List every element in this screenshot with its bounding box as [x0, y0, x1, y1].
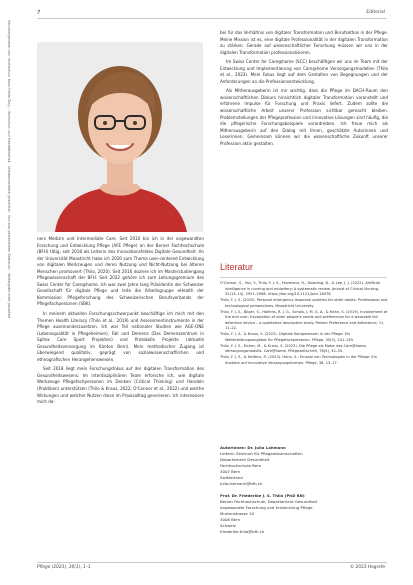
- author-email: friederike.thilo@bfh.ch: [220, 529, 265, 534]
- journal-citation: Pflege (2023), 36(1), 1–1: [37, 565, 91, 570]
- download-watermark-text: Heruntergeladen von: Hochschule Bonn-Rhein-Sieg – Hochschul- und Kreisbibliothek · Urheberrechtlich geschützt · Nur zum persönlichen Gebrauch · Weitergabe nicht gestattet: [7, 20, 11, 319]
- body-paragraph: bei für das Verhältnis von digitaler Transformation und Berufsethos in der Pflege. Meine Mission ist es, eine digitale Professionalität in der digitalen Transformation zu stärken. Gerade auf wissenschaftlicher Forschung müssen wir uns in der digitalen Transformation professionalisieren.: [220, 30, 388, 55]
- reference-item: Thilo, F. J. S. (2020). Personal emergency response systems for older adults: Professional and technological perspectives. Maastricht University.: [220, 298, 388, 308]
- right-text-column: [220, 30, 388, 150]
- author-line: 3007 Bern: [220, 469, 241, 474]
- author-line: Schweiz: [220, 523, 236, 528]
- author-line: 3008 Bern: [220, 517, 241, 522]
- author-line: Leiterin Zentrum für Pflegewissenschaften: [220, 451, 303, 456]
- author-email: julia.lahmann@bfh.ch: [220, 481, 263, 486]
- author-line: Switzerland: [220, 475, 243, 480]
- portrait-illustration: [37, 42, 203, 232]
- author-contact-block: [220, 445, 388, 535]
- author-line: Murtenstrasse 10: [220, 511, 254, 516]
- body-paragraph: In meinem aktuellen Forschungsschwerpunkt beschäftige ich mich mit den Themen Health Literacy (Thilo et al., 2019) und Assessmentinstrumente in der Pflege auseinanderzusetzen. Ich war Teil nationaler Studien wie AGE-ONE (Lebensqualität in Pflegeheimen), Fall und Demenz (Das Demenzzentrum in Spitex Care Sport Projekten) und Protokolle Projekte (aktuelle Gesundheitsversorgung im Kanton Bern). Mein methodischer Zugang ist überwiegend qualitativ, geprägt von sozialwissenschaftlichen und ethnografischen Herangehensweisen.: [37, 311, 204, 362]
- body-paragraph: Im Swiss Center for Care@home (SCC) beschäftigen wir uns im Team mit der Entwicklung und Implementierung von Care@home Versorgungsmodellen (Thilo et al., 2023). Mein Fokus liegt auf dem Gestalten von Begegnungen und der Anforderungen an die Professionsentwicklung.: [220, 59, 388, 84]
- author-line: Berner Fachhochschule, Departement Gesundheit: [220, 499, 318, 504]
- literature-heading: Literatur: [220, 262, 254, 272]
- reference-item: Thilo, F. J. S., & Halfens, R. (2023). Hahn, S.: Einsatz von Technologien in der Pflege: Ein Ausblick auf innovative Versorgungsformen. Pflege, 36, 13–17.: [220, 355, 377, 365]
- reference-item: O'Connor, S., Yan, Y., Thilo, F. J. S., Felzmann, H., Dowding, D., & Lee, J. J. (2022). Artificial intelligence in nursing and midwifery: A systematic review. Journal of Clinical Nursing, 32(13–14), 2951–2968. https://doi.org/10.1111/jocn.16478: [220, 281, 380, 296]
- author-portrait-photo: [37, 42, 203, 232]
- literature-divider: [220, 277, 387, 278]
- author-line: Departement Gesundheit: [220, 457, 270, 462]
- author-line: Angewandte Forschung und Entwicklung Pflege: [220, 505, 313, 510]
- reference-list: [220, 281, 388, 367]
- download-watermark-strip: [3, 20, 11, 580]
- copyright-notice: © 2023 Hogrefe: [349, 565, 385, 570]
- author-name: Autorinnen: Dr. Julia Lahmann: [220, 445, 286, 450]
- author-line: Fachhochschule Bern: [220, 463, 262, 468]
- reference-item: Thilo, F. J. S., & Kraus, S. (2022). Digitale Kompetenzen in der Pflege. Ein Weiterbildungsangebot für Pflegefachpersonen. Pflege, 35(3), 141–149.: [220, 332, 355, 342]
- left-text-column: [37, 236, 204, 409]
- body-paragraph: Seit 2018 liegt mein Forschungsfokus auf der digitalen Transformation des Gesundheitswesens. Im interdisziplinären Team erforsche ich, wie digitale Werkzeuge Pflegefachpersonen im Denken (Critical Thinking) und Handeln (Praktiken) unterstützen (Thilo & Kraus, 2022; O'Connor et al., 2022) und welche Wirkungen und welcher Nutzen diese im Praxisalltag generieren. Ich interessiere mich da-: [37, 366, 204, 405]
- body-paragraph: ners Medizin und Intermediate Care. Seit 2010 bin ich in der angewandten Forschung und Entwicklung Pflege (AFE Pflege) an der Berner Fachhochschule (BFH) tätig, seit 2018 als Leiterin des Innovationsfeldes Digitale Gesundheit. An der Universität Maastricht habe ich 2020 zum Thema user-centered Entwicklung von digitalen Werkzeugen und deren Nutzung und Nicht-Nutzung bei älteren Menschen promoviert (Thilo, 2020). Seit 2016 doziere ich im Masterstudiengang Pflegewissenschaft der BFH. Seit 2022 gehöre ich zum Leitungsgremium des Swiss Center for Care@home. Ich war zwei Jahre lang Präsidentin der Schweizer Gesellschaft für digitale Pflege und leite die Arbeitsgruppe eHealth der Kommission Pflegeforschung des Schweizerischen Berufsverbands der Pflegefachpersonen (SBK).: [37, 236, 204, 307]
- footer-divider: [37, 562, 387, 563]
- body-paragraph: Als Mitherausgeberin ist mir wichtig, dass die Pflege im DACH-Raum den wissenschaftlichen Diskurs hinsichtlich digitaler Transformation voranstellt und erfahrene Impulse für Forschung und Praxis liefert. Zudem sollte die wissenschaftliche Arbeit unserer Profession sichtbar gemacht bleiben. Problemstellungen der Pflegeprofession und innovative Lösungen sind häufig, die die pflegerische Forschungsbeispiele vorantreiben. Ich freue mich als Mitherausgeberin auf den Dialog mit Ihnen, geschätzte Autorinnen und Leserinnen. Gemeinsam können wir die wissenschaftliche Zukunft unserer Profession aktiv gestalten.: [220, 88, 388, 146]
- reference-item: Thilo, F. J. S., Bilger, S., Halfens, R. J. G., Schols, J. M. G. A., & Hahn, S. (2019). Involvement of the end user: Exploration of older people's needs and preferences for a wearable fall detection device – a qualitative descriptive study. Patient Preference and Adherence, 11, 11–22.: [220, 309, 388, 331]
- section-title: Editorial: [366, 10, 385, 15]
- page-number: 7: [37, 10, 41, 16]
- author-name: Prof. Dr. Friederike J. S. Thilo (PhD RN): [220, 493, 305, 498]
- reference-item: Thilo, F. J. S., Eicher, M., & Kraus, S. (2023). Die Pflege als Motor des Care@home-Versorgungsmodells. Care@home. Pflegezeitschrift, 76(4), 32–35.: [220, 343, 368, 354]
- header-divider: [37, 18, 387, 19]
